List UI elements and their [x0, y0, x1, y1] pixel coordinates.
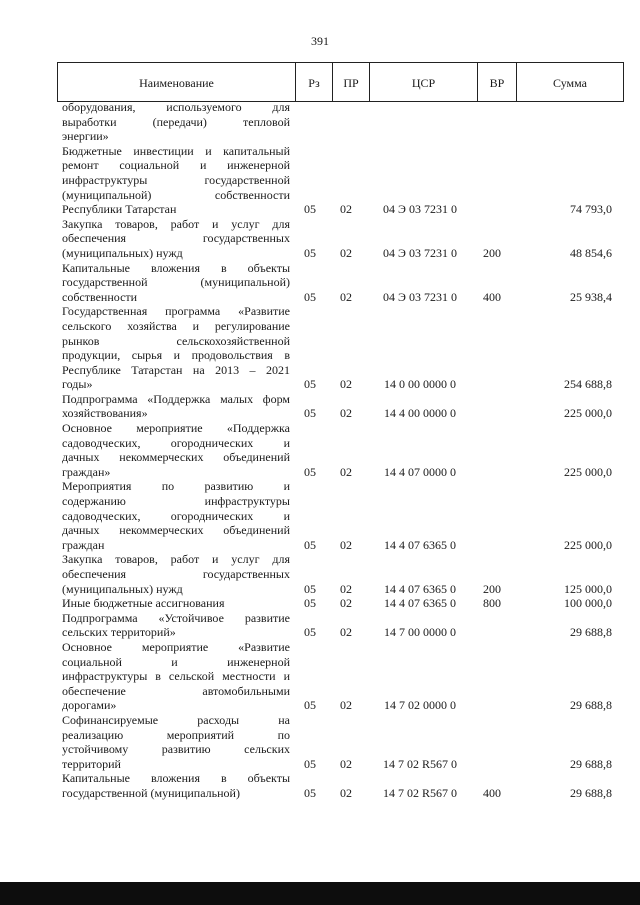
- row-sum: 29 688,8: [570, 625, 612, 640]
- row-vr: 800: [483, 596, 501, 611]
- row-name-line: оборудования, используемого для: [62, 100, 290, 114]
- row-name-line: сельского хозяйства и регулирование: [62, 318, 290, 333]
- row-name-line: инфраструктуры государственной: [62, 172, 290, 187]
- row-name-line: Государственная программа «Развитие: [62, 304, 290, 319]
- row-sum: 74 793,0: [570, 202, 612, 217]
- table-header: [57, 62, 624, 102]
- row-pr: 02: [340, 596, 352, 611]
- row-name: [62, 771, 290, 800]
- row-name-line: Мероприятия по развитию и: [62, 479, 290, 494]
- row-csr: 14 7 02 0000 0: [384, 698, 456, 713]
- row-name: [62, 421, 290, 479]
- row-sum: 29 688,8: [570, 698, 612, 713]
- row-csr: 14 7 02 R567 0: [382, 756, 457, 771]
- row-pr: 02: [340, 785, 352, 800]
- row-name-line: реализацию мероприятий по: [62, 727, 290, 742]
- table-row: [62, 304, 622, 392]
- row-pr: 02: [340, 625, 352, 640]
- row-vr: 400: [483, 289, 501, 304]
- row-name-line: содержанию инфраструктуры: [62, 494, 290, 509]
- row-sum: 225 000,0: [564, 464, 612, 479]
- table-row: [62, 771, 622, 800]
- row-name-line: государственной (муниципальной): [62, 785, 240, 800]
- row-name-line: обеспечения государственных: [62, 231, 290, 246]
- row-name-line: дачных некоммерческих объединений: [62, 523, 290, 538]
- row-rz: 05: [304, 581, 316, 596]
- table-row: [62, 713, 622, 771]
- row-csr: 14 4 07 6365 0: [384, 596, 456, 611]
- row-name-line: садоводческих, огороднических и: [62, 435, 290, 450]
- row-vr: 200: [483, 581, 501, 596]
- row-name-line: Капитальные вложения в объекты: [62, 260, 290, 275]
- row-name-line: обеспечения государственных: [62, 567, 290, 581]
- row-rz: 05: [304, 698, 316, 713]
- row-name-line: Софинансируемые расходы на: [62, 712, 290, 727]
- row-name: [62, 552, 290, 596]
- row-name-line: энергии»: [62, 129, 109, 144]
- table-row: [62, 596, 622, 611]
- row-rz: 05: [304, 245, 316, 260]
- row-name-line: Бюджетные инвестиции и капитальный: [62, 143, 290, 158]
- row-name-line: социальной и инженерной: [62, 654, 290, 669]
- row-name: [62, 304, 290, 392]
- row-csr: 14 7 02 R567 0: [382, 785, 457, 800]
- table-row: [62, 421, 622, 479]
- table-row: [62, 640, 622, 713]
- row-csr: 14 7 00 0000 0: [384, 625, 456, 640]
- table-row: [62, 479, 622, 552]
- row-name: [62, 713, 290, 771]
- row-name-line: дорогами»: [62, 698, 117, 713]
- row-sum: 254 688,8: [564, 377, 612, 392]
- row-sum: 125 000,0: [564, 581, 612, 596]
- header-csr: ЦСР: [370, 63, 478, 101]
- row-name: [62, 261, 290, 305]
- row-name-line: Капитальные вложения в объекты: [62, 771, 290, 786]
- row-pr: 02: [340, 406, 352, 421]
- row-name-line: Подпрограмма «Поддержка малых форм: [62, 391, 290, 406]
- row-name: [62, 611, 290, 640]
- row-name-line: Республике Татарстан на 2013 – 2021: [62, 362, 290, 377]
- row-vr: 200: [483, 245, 501, 260]
- row-name: [62, 640, 290, 713]
- row-csr: 14 4 00 0000 0: [384, 406, 456, 421]
- row-csr: 14 0 00 0000 0: [384, 377, 456, 392]
- row-name: [62, 144, 290, 217]
- header-rz: Рз: [296, 63, 333, 101]
- row-name-line: обеспечение автомобильными: [62, 683, 290, 698]
- row-name-line: дачных некоммерческих объединений: [62, 450, 290, 465]
- row-sum: 225 000,0: [564, 406, 612, 421]
- table-row: [62, 261, 622, 305]
- row-name-line: рынков сельскохозяйственной: [62, 333, 290, 348]
- row-name-line: инфраструктуры в сельской местности и: [62, 669, 290, 684]
- row-pr: 02: [340, 537, 352, 552]
- row-sum: 25 938,4: [570, 289, 612, 304]
- header-name: Наименование: [58, 63, 296, 101]
- row-csr: 04 Э 03 7231 0: [383, 202, 457, 217]
- row-name: [62, 100, 290, 144]
- row-csr: 14 4 07 6365 0: [384, 581, 456, 596]
- row-name-line: садоводческих, огороднических и: [62, 508, 290, 523]
- row-rz: 05: [304, 596, 316, 611]
- row-name-line: Основное мероприятие «Поддержка: [62, 421, 290, 436]
- row-rz: 05: [304, 537, 316, 552]
- table-row: [62, 611, 622, 640]
- row-pr: 02: [340, 464, 352, 479]
- row-csr: 04 Э 03 7231 0: [383, 245, 457, 260]
- row-name-line: Подпрограмма «Устойчивое развитие: [62, 610, 290, 625]
- row-name-line: Закупка товаров, работ и услуг для: [62, 216, 290, 231]
- row-name-line: (муниципальных) нужд: [62, 245, 183, 260]
- budget-table-body: [62, 100, 622, 801]
- row-csr: 14 4 07 0000 0: [384, 464, 456, 479]
- row-rz: 05: [304, 625, 316, 640]
- row-sum: 100 000,0: [564, 596, 612, 611]
- row-name-line: устойчивому развитию сельских: [62, 742, 290, 757]
- row-csr: 04 Э 03 7231 0: [383, 289, 457, 304]
- table-row: [62, 100, 622, 144]
- row-sum: 225 000,0: [564, 537, 612, 552]
- row-csr: 14 4 07 6365 0: [384, 537, 456, 552]
- row-name-line: (муниципальной) собственности: [62, 187, 290, 202]
- row-vr: 400: [483, 785, 501, 800]
- row-pr: 02: [340, 289, 352, 304]
- row-name-line: (муниципальных) нужд: [62, 581, 183, 596]
- row-name-line: Республики Татарстан: [62, 202, 177, 217]
- scan-bottom-edge: [0, 882, 640, 905]
- row-sum: 48 854,6: [570, 245, 612, 260]
- row-rz: 05: [304, 377, 316, 392]
- row-pr: 02: [340, 698, 352, 713]
- table-row: [62, 552, 622, 596]
- row-name-line: граждан: [62, 537, 105, 552]
- row-rz: 05: [304, 464, 316, 479]
- row-name-line: граждан»: [62, 464, 111, 479]
- header-sum: Сумма: [553, 75, 587, 90]
- row-name-line: ремонт социальной и инженерной: [62, 158, 290, 173]
- row-rz: 05: [304, 289, 316, 304]
- row-name-line: государственной (муниципальной): [62, 275, 290, 290]
- row-name-line: Основное мероприятие «Развитие: [62, 639, 290, 654]
- row-name-line: продукции, сырья и продовольствия в: [62, 348, 290, 363]
- row-rz: 05: [304, 785, 316, 800]
- row-name-line: выработки (передачи) тепловой: [62, 114, 290, 129]
- row-name: [62, 392, 290, 421]
- row-sum: 29 688,8: [570, 756, 612, 771]
- row-pr: 02: [340, 245, 352, 260]
- row-pr: 02: [340, 581, 352, 596]
- table-row: [62, 217, 622, 261]
- row-name: [62, 479, 290, 552]
- table-row: [62, 392, 622, 421]
- row-pr: 02: [340, 756, 352, 771]
- row-name-line: годы»: [62, 377, 93, 392]
- row-pr: 02: [340, 377, 352, 392]
- row-name-line: Иные бюджетные ассигнования: [62, 596, 225, 611]
- table-row: [62, 144, 622, 217]
- row-sum: 29 688,8: [570, 785, 612, 800]
- row-rz: 05: [304, 406, 316, 421]
- row-name-line: собственности: [62, 289, 138, 304]
- row-name-line: территорий: [62, 756, 121, 771]
- row-name-line: Закупка товаров, работ и услуг для: [62, 552, 290, 567]
- row-rz: 05: [304, 202, 316, 217]
- row-name: [62, 217, 290, 261]
- row-name: [62, 596, 290, 611]
- row-name-line: сельских территорий»: [62, 625, 176, 640]
- row-name-line: хозяйствования»: [62, 406, 148, 421]
- header-vr: ВР: [478, 63, 517, 101]
- row-pr: 02: [340, 202, 352, 217]
- header-pr: ПР: [333, 63, 370, 101]
- row-rz: 05: [304, 756, 316, 771]
- page-number: 391: [311, 34, 329, 48]
